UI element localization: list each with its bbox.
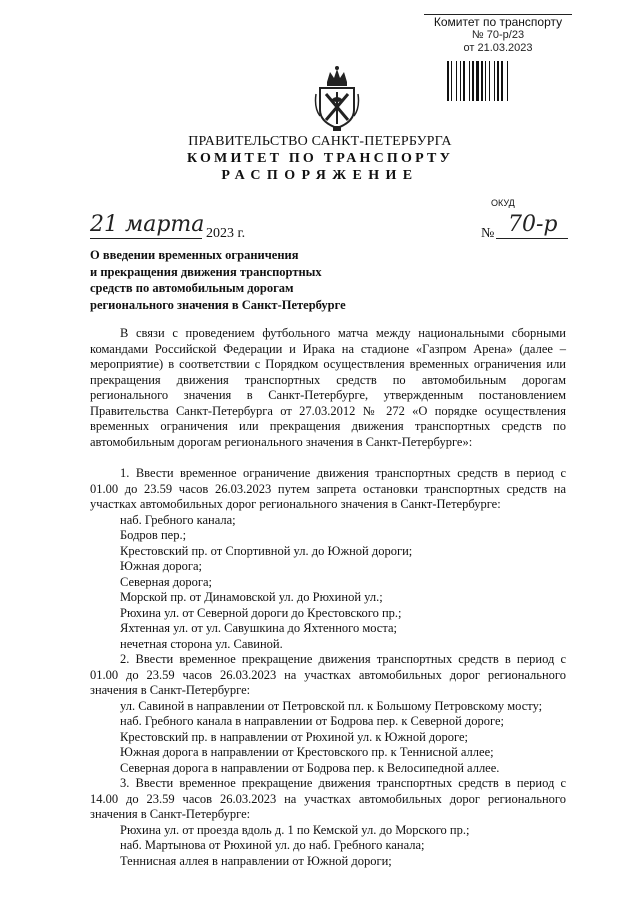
list-item: Теннисная аллея в направлении от Южной дороги;	[120, 853, 392, 868]
subject-line: О введении временных ограничения	[90, 248, 299, 262]
stamp-date: от 21.03.2023	[463, 42, 533, 54]
government-title: ПРАВИТЕЛЬСТВО САНКТ-ПЕТЕРБУРГА	[188, 134, 452, 149]
stamp-office: Комитет по транспорту	[433, 15, 563, 29]
coat-of-arms-emblem	[314, 64, 360, 132]
subject-line: и прекращения движения транспортных	[90, 264, 322, 279]
subject-line: средств по автомобильным дорогам	[90, 281, 294, 295]
number-label: №	[481, 226, 495, 241]
stamp-number: № 70-р/23	[471, 29, 525, 41]
list-item: Северная дорога в направлении от Бодрова пер. к Велосипедной аллее.	[120, 760, 500, 775]
handwritten-number: 70-р	[508, 212, 558, 237]
document-subject	[90, 247, 346, 313]
barcode	[447, 61, 539, 101]
subject-line: регионального значения в Санкт-Петербурге	[90, 297, 346, 312]
list-item: Яхтенная ул. от ул. Савушкина до Яхтенного моста;	[120, 621, 397, 635]
preamble-paragraph: В связи с проведением футбольного матча между национальными сборными командами Российской Федерации и Ирака на стадионе «Газпром Арена» (далее – мероприятие) в соответствии с Порядком осуществления временных ограничения или прекращения движения транспортных средств по автомобильным дорогам регионального значения в Санкт-Петербурге, утвержденным постановлением Правительства Санкт-Петербурга от 27.03.2012 № 272 «О порядке осуществления временных ограничения или прекращения движения транспортных средств по автомобильным дорогам регионального значения в Санкт-Петербурге»:	[90, 326, 566, 449]
list-item: Северная дорога;	[120, 574, 213, 589]
item-3-paragraph: 3. Ввести временное прекращение движения транспортных средств в период с 14.00 до 23.59 часов 26.03.2023 на участках автомобильных дорог регионального значения в Санкт-Петербурге:	[90, 776, 566, 821]
committee-title: КОМИТЕТ ПО ТРАНСПОРТУ	[186, 151, 454, 166]
list-item: наб. Гребного канала в направлении от Бодрова пер. к Северной дороге;	[120, 714, 505, 728]
item-2-paragraph: 2. Ввести временное прекращение движения транспортных средств в период с 01.00 до 23.59 часов 26.03.2023 на участках автомобильных дорог регионального значения в Санкт-Петербурге:	[90, 652, 566, 697]
list-item: Рюхина ул. от проезда вдоль д. 1 по Кемской ул. до Морского пр.;	[120, 822, 470, 837]
list-item: Морской пр. от Динамовской ул. до Рюхиной ул.;	[120, 590, 383, 604]
list-item: Крестовский пр. в направлении от Рюхиной ул. к Южной дороге;	[120, 729, 469, 744]
list-item: наб. Мартынова от Рюхиной ул. до наб. Гребного канала;	[120, 838, 425, 852]
registration-stamp	[424, 14, 572, 55]
handwritten-date: 21 марта	[90, 212, 205, 237]
list-item: наб. Гребного канала;	[120, 512, 236, 527]
document-type: РАСПОРЯЖЕНИЕ	[221, 168, 419, 183]
list-item: Рюхина ул. от Северной дороги до Крестовского пр.;	[120, 605, 402, 620]
date-year: 2023 г.	[206, 226, 246, 241]
list-item: Южная дорога в направлении от Крестовского пр. к Теннисной аллее;	[120, 745, 494, 759]
date-underline	[90, 238, 202, 239]
number-underline	[496, 238, 568, 239]
list-item: Бодров пер.;	[120, 528, 187, 542]
okud-label: ОКУД	[491, 198, 515, 208]
list-item: Южная дорога;	[120, 559, 203, 573]
list-item: ул. Савиной в направлении от Петровской пл. к Большому Петровскому мосту;	[120, 698, 543, 713]
item-1-paragraph: 1. Ввести временное ограничение движения транспортных средств в период с 01.00 до 23.59 часов 26.03.2023 путем запрета остановки транспортных средств на участках автомобильных дорог регионального значения в Санкт-Петербурге:	[90, 466, 566, 511]
document-body	[90, 326, 566, 869]
list-item: нечетная сторона ул. Савиной.	[120, 636, 283, 651]
list-item: Крестовский пр. от Спортивной ул. до Южной дороги;	[120, 543, 413, 558]
